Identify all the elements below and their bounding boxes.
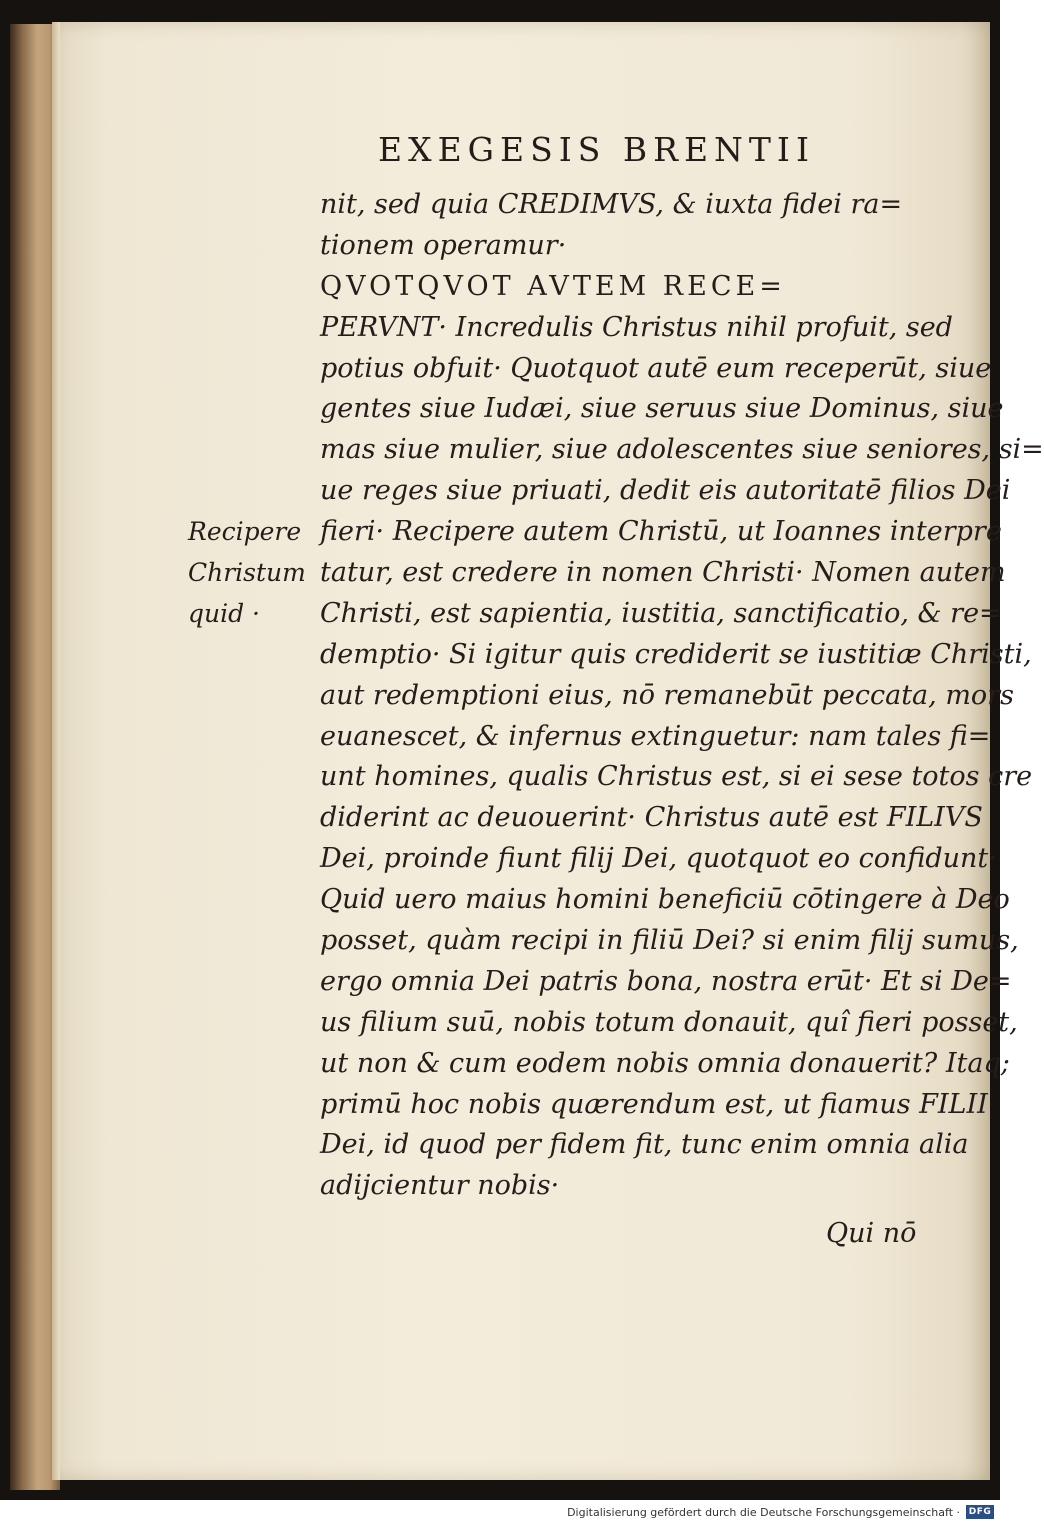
text-line: mas siue mulier, siue adolescentes siue seniores, si= (320, 434, 1044, 466)
text-line: Dei, id quod per fidem fit, tunc enim omnia alia (320, 1129, 969, 1161)
text-line: us filium suū, nobis totum donauit, quî fieri posset, (320, 1006, 1018, 1038)
text-line: posset, quàm recipi in filiū Dei? si enim filij sumus, (320, 925, 1019, 957)
marginal-note-line: quid · (188, 598, 260, 628)
running-head: EXEGESIS BRENTII (378, 130, 816, 169)
text-line: euanescet, & infernus extinguetur: nam tales fi= (320, 720, 991, 752)
marginal-note-line: Recipere (188, 517, 302, 546)
text-line: tatur, est credere in nomen Christi· Nomen autem (320, 557, 1006, 589)
text-line: Quid uero maius homini beneficiū cōtingere à Deo (320, 884, 1010, 916)
text-line: ut non & cum eodem nobis omnia donauerit? Itaq; (320, 1047, 1010, 1079)
text-line: gentes siue Iudæi, siue seruus siue Dominus, siue (320, 393, 1004, 425)
text-line: Dei, proinde fiunt filij Dei, quotquot eo confidunt· (320, 843, 997, 875)
text-line: ue reges siue priuati, dedit eis autoritatē filios Dei (320, 475, 1011, 507)
text-line: Christi, est sapientia, iustitia, sanctificatio, & re= (320, 597, 1002, 629)
marginal-note-line: Christum (188, 557, 306, 587)
text-line: fieri· Recipere autem Christū, ut Ioannes interpre (320, 516, 1002, 548)
text-line: primū hoc nobis quærendum est, ut fiamus FILII (320, 1088, 988, 1120)
catchword: Qui nō (826, 1218, 917, 1249)
text-line: QVOTQVOT AVTEM RECE= (320, 270, 786, 302)
text-line: diderint ac deuouerint· Christus autē est FILIVS (320, 802, 983, 834)
marginal-note (188, 512, 313, 635)
text-line: ergo omnia Dei patris bona, nostra erūt· Et si De= (320, 965, 1012, 997)
text-line: aut redemptioni eius, nō remanebūt peccata, mors (320, 679, 1014, 711)
text-line: potius obfuit· Quotquot autē eum receperūt, siue (320, 352, 992, 384)
text-line: nit, sed quia CREDIMVS, & iuxta fidei ra= (320, 189, 903, 220)
dfg-logo-icon: DFG (966, 1505, 994, 1519)
funding-credit: Digitalisierung gefördert durch die Deutsche Forschungsgemeinschaft · (567, 1506, 960, 1519)
page-gutter (52, 22, 60, 1480)
text-line: adijcientur nobis· (320, 1170, 560, 1202)
footer-bar (0, 1500, 1000, 1524)
text-line: demptio· Si igitur quis crediderit se iustitiæ Christi, (320, 638, 1032, 670)
body-text (320, 185, 1044, 1207)
text-line: PERVNT· Incredulis Christus nihil profuit, sed (320, 311, 953, 343)
text-line: unt homines, qualis Christus est, si ei sese totos cre (320, 761, 1033, 793)
text-line: tionem operamur· (320, 229, 567, 261)
